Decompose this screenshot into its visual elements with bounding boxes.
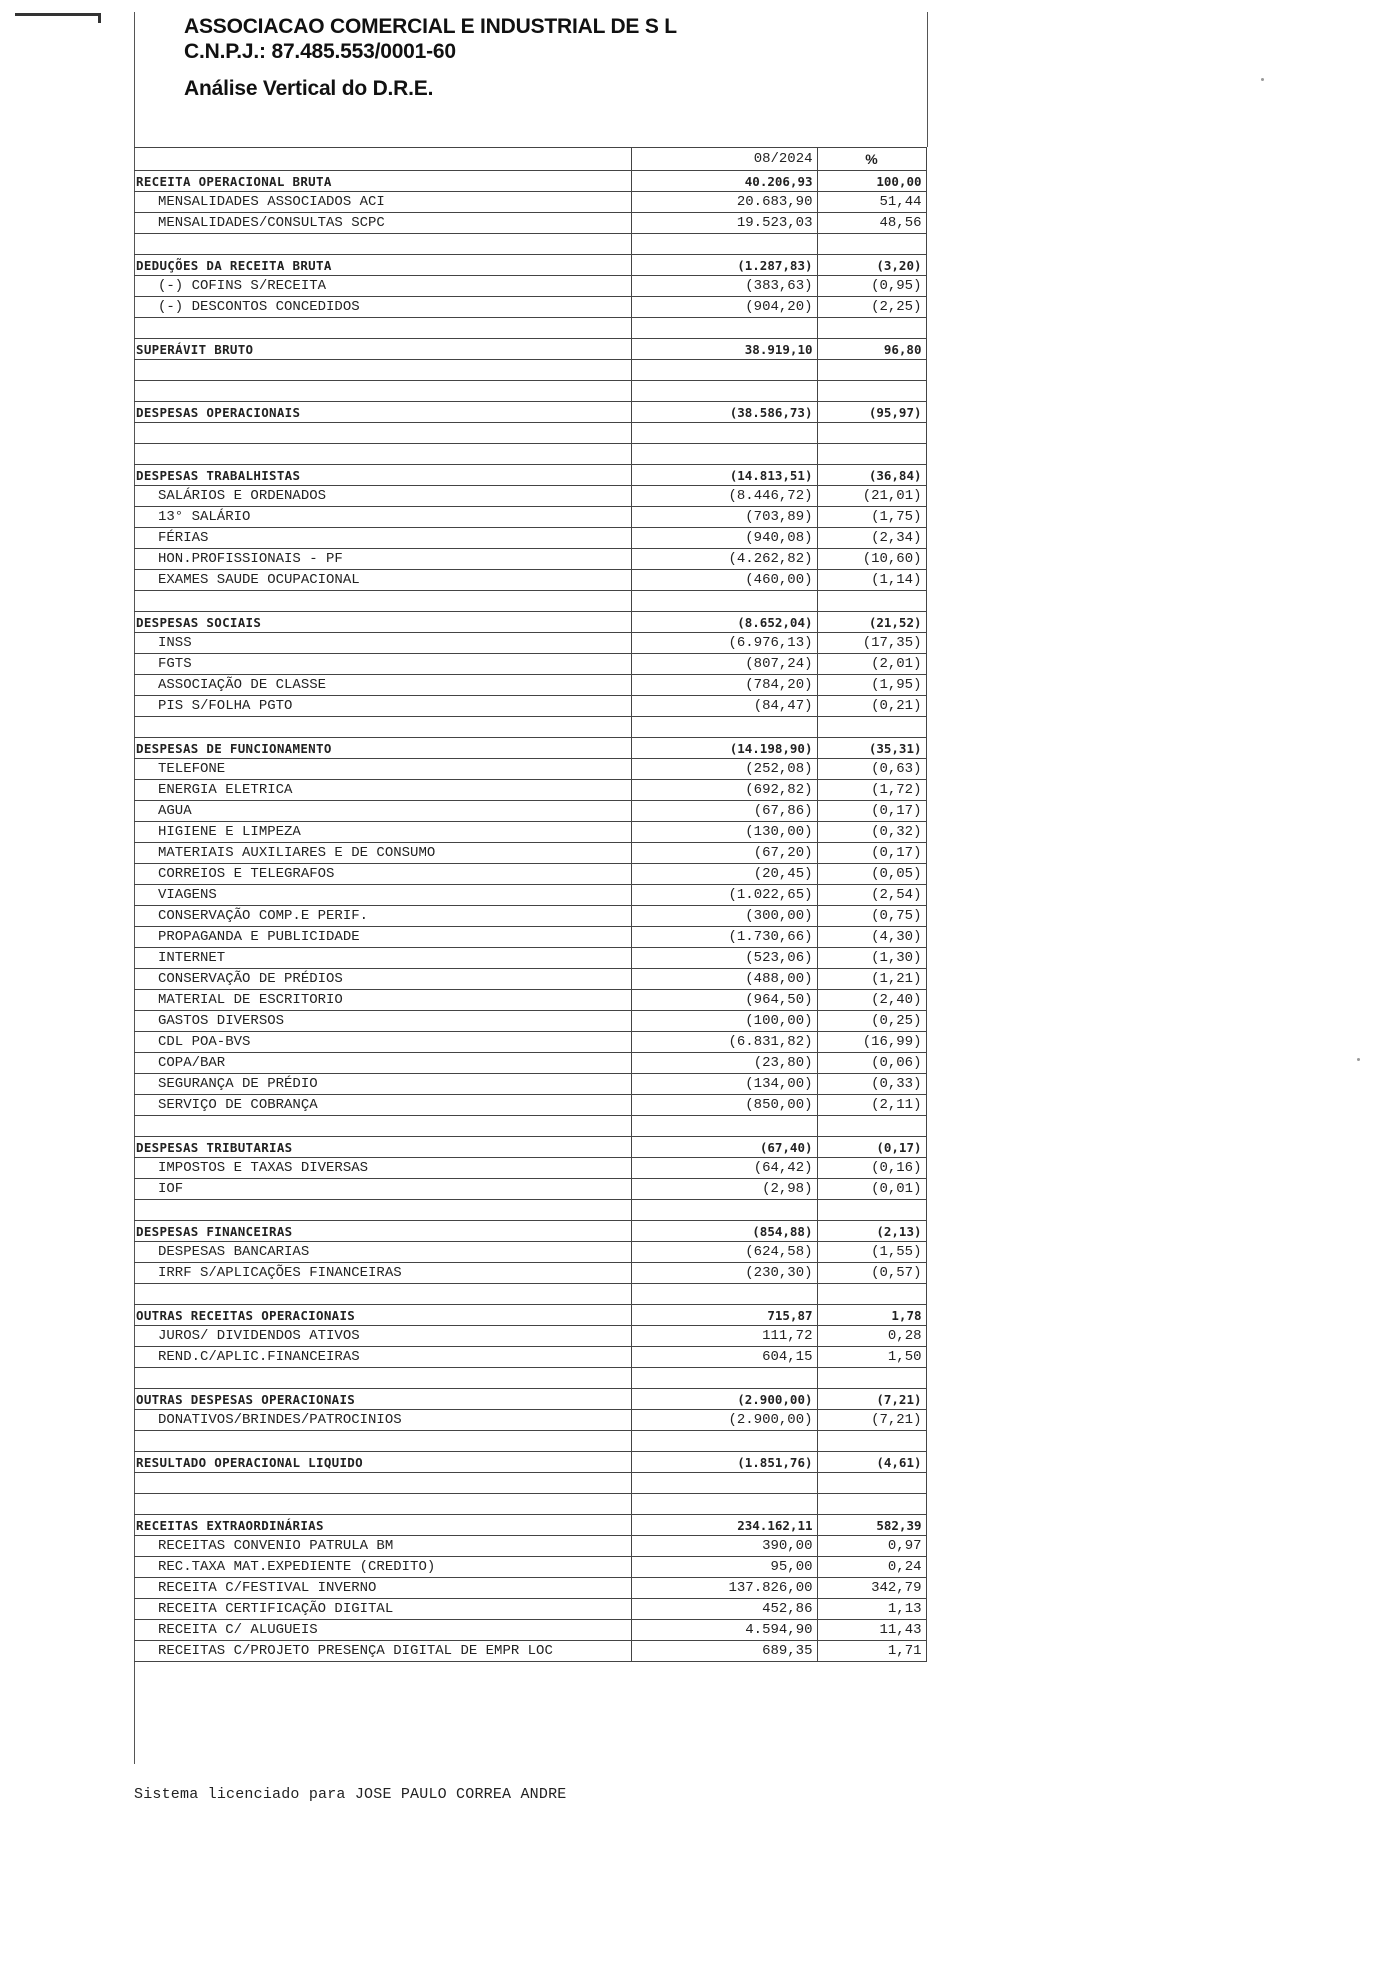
- row-label: CORREIOS E TELEGRAFOS: [134, 864, 631, 885]
- line-item-row: [134, 822, 926, 843]
- document-header: [184, 14, 677, 101]
- row-value: (964,50): [631, 990, 817, 1011]
- row-value: (23,80): [631, 1053, 817, 1074]
- blank-cell: [817, 423, 926, 444]
- group-total-row: [134, 465, 926, 486]
- row-value: (784,20): [631, 675, 817, 696]
- row-label: ASSOCIAÇÃO DE CLASSE: [134, 675, 631, 696]
- group-total-row: [134, 402, 926, 423]
- blank-cell: [631, 591, 817, 612]
- blank-cell: [631, 234, 817, 255]
- line-item-row: [134, 1074, 926, 1095]
- blank-cell: [817, 591, 926, 612]
- blank-cell: [631, 381, 817, 402]
- line-item-row: [134, 1053, 926, 1074]
- row-percent: (0,63): [817, 759, 926, 780]
- row-value: (1.022,65): [631, 885, 817, 906]
- row-value: 234.162,11: [631, 1515, 817, 1536]
- blank-cell: [817, 1116, 926, 1137]
- row-value: (692,82): [631, 780, 817, 801]
- row-value: (460,00): [631, 570, 817, 591]
- row-percent: (2,40): [817, 990, 926, 1011]
- group-total-row: [134, 738, 926, 759]
- row-label: IRRF S/APLICAÇÕES FINANCEIRAS: [134, 1263, 631, 1284]
- row-value: 20.683,90: [631, 192, 817, 213]
- blank-row: [134, 1284, 926, 1305]
- row-percent: (2,11): [817, 1095, 926, 1116]
- row-percent: (0,16): [817, 1158, 926, 1179]
- blank-cell: [134, 1494, 631, 1515]
- row-label: PROPAGANDA E PUBLICIDADE: [134, 927, 631, 948]
- blank-cell: [134, 717, 631, 738]
- row-percent: (0,33): [817, 1074, 926, 1095]
- row-label: PIS S/FOLHA PGTO: [134, 696, 631, 717]
- group-total-row: [134, 1452, 926, 1473]
- blank-row: [134, 1200, 926, 1221]
- row-percent: 342,79: [817, 1578, 926, 1599]
- line-item-row: [134, 843, 926, 864]
- row-value: (20,45): [631, 864, 817, 885]
- row-percent: 1,50: [817, 1347, 926, 1368]
- row-label: DESPESAS BANCARIAS: [134, 1242, 631, 1263]
- group-total-row: [134, 339, 926, 360]
- row-percent: 100,00: [817, 171, 926, 192]
- blank-cell: [817, 1368, 926, 1389]
- row-value: (2,98): [631, 1179, 817, 1200]
- row-label: COPA/BAR: [134, 1053, 631, 1074]
- line-item-row: [134, 990, 926, 1011]
- blank-row: [134, 1494, 926, 1515]
- row-percent: (1,75): [817, 507, 926, 528]
- row-label: FÉRIAS: [134, 528, 631, 549]
- row-percent: (0,05): [817, 864, 926, 885]
- blank-cell: [134, 318, 631, 339]
- row-percent: (1,14): [817, 570, 926, 591]
- row-value: (940,08): [631, 528, 817, 549]
- line-item-row: [134, 1326, 926, 1347]
- line-item-row: [134, 927, 926, 948]
- blank-cell: [817, 717, 926, 738]
- row-label: JUROS/ DIVIDENDOS ATIVOS: [134, 1326, 631, 1347]
- row-label: DESPESAS FINANCEIRAS: [134, 1221, 631, 1242]
- blank-cell: [631, 1116, 817, 1137]
- row-value: (488,00): [631, 969, 817, 990]
- row-percent: 96,80: [817, 339, 926, 360]
- row-value: (134,00): [631, 1074, 817, 1095]
- row-percent: (7,21): [817, 1410, 926, 1431]
- row-label: EXAMES SAUDE OCUPACIONAL: [134, 570, 631, 591]
- group-total-row: [134, 612, 926, 633]
- row-label: 13° SALÁRIO: [134, 507, 631, 528]
- row-label: IMPOSTOS E TAXAS DIVERSAS: [134, 1158, 631, 1179]
- row-value: (703,89): [631, 507, 817, 528]
- row-percent: (0,21): [817, 696, 926, 717]
- row-percent: (1,21): [817, 969, 926, 990]
- row-value: (1.851,76): [631, 1452, 817, 1473]
- group-total-row: [134, 1137, 926, 1158]
- blank-cell: [817, 360, 926, 381]
- row-label: MENSALIDADES/CONSULTAS SCPC: [134, 213, 631, 234]
- row-value: 4.594,90: [631, 1620, 817, 1641]
- row-value: (383,63): [631, 276, 817, 297]
- line-item-row: [134, 1158, 926, 1179]
- blank-cell: [817, 1284, 926, 1305]
- row-label: AGUA: [134, 801, 631, 822]
- line-item-row: [134, 507, 926, 528]
- row-value: 19.523,03: [631, 213, 817, 234]
- row-percent: (21,52): [817, 612, 926, 633]
- row-label: MATERIAIS AUXILIARES E DE CONSUMO: [134, 843, 631, 864]
- blank-row: [134, 234, 926, 255]
- blank-cell: [134, 1116, 631, 1137]
- row-value: 452,86: [631, 1599, 817, 1620]
- row-value: (67,40): [631, 1137, 817, 1158]
- line-item-row: [134, 276, 926, 297]
- group-total-row: [134, 1515, 926, 1536]
- blank-cell: [134, 1284, 631, 1305]
- line-item-row: [134, 1263, 926, 1284]
- group-total-row: [134, 171, 926, 192]
- row-percent: 1,78: [817, 1305, 926, 1326]
- row-percent: 1,71: [817, 1641, 926, 1662]
- company-name: ASSOCIACAO COMERCIAL E INDUSTRIAL DE S L: [184, 15, 677, 38]
- blank-cell: [631, 1284, 817, 1305]
- group-total-row: [134, 1389, 926, 1410]
- line-item-row: [134, 1011, 926, 1032]
- row-percent: 582,39: [817, 1515, 926, 1536]
- row-value: (6.831,82): [631, 1032, 817, 1053]
- scan-speck: [1357, 1058, 1360, 1061]
- blank-cell: [631, 1368, 817, 1389]
- line-item-row: [134, 885, 926, 906]
- group-total-row: [134, 1221, 926, 1242]
- line-item-row: [134, 570, 926, 591]
- row-label: MATERIAL DE ESCRITORIO: [134, 990, 631, 1011]
- row-label: VIAGENS: [134, 885, 631, 906]
- row-label: RECEITAS C/PROJETO PRESENÇA DIGITAL DE EMPR LOC: [134, 1641, 631, 1662]
- row-value: (2.900,00): [631, 1389, 817, 1410]
- row-value: (38.586,73): [631, 402, 817, 423]
- row-percent: (0,32): [817, 822, 926, 843]
- row-value: (300,00): [631, 906, 817, 927]
- line-item-row: [134, 1347, 926, 1368]
- blank-cell: [817, 1431, 926, 1452]
- row-percent: 1,13: [817, 1599, 926, 1620]
- blank-cell: [134, 1473, 631, 1494]
- blank-cell: [134, 1200, 631, 1221]
- row-label: RECEITA CERTIFICAÇÃO DIGITAL: [134, 1599, 631, 1620]
- line-item-row: [134, 801, 926, 822]
- line-item-row: [134, 1578, 926, 1599]
- row-label: DESPESAS TRIBUTARIAS: [134, 1137, 631, 1158]
- row-percent: (2,25): [817, 297, 926, 318]
- blank-cell: [631, 444, 817, 465]
- row-label: IOF: [134, 1179, 631, 1200]
- table-header-row: [134, 148, 926, 171]
- row-label: MENSALIDADES ASSOCIADOS ACI: [134, 192, 631, 213]
- line-item-row: [134, 1557, 926, 1578]
- row-value: (252,08): [631, 759, 817, 780]
- row-value: 111,72: [631, 1326, 817, 1347]
- line-item-row: [134, 948, 926, 969]
- blank-cell: [817, 1200, 926, 1221]
- row-percent: (1,30): [817, 948, 926, 969]
- row-value: (130,00): [631, 822, 817, 843]
- blank-row: [134, 1368, 926, 1389]
- blank-cell: [817, 381, 926, 402]
- row-value: (854,88): [631, 1221, 817, 1242]
- row-value: (67,20): [631, 843, 817, 864]
- row-label: DESPESAS TRABALHISTAS: [134, 465, 631, 486]
- row-label: SEGURANÇA DE PRÉDIO: [134, 1074, 631, 1095]
- row-value: (14.198,90): [631, 738, 817, 759]
- row-value: (624,58): [631, 1242, 817, 1263]
- line-item-row: [134, 654, 926, 675]
- blank-cell: [817, 1494, 926, 1515]
- row-percent: (0,17): [817, 801, 926, 822]
- row-label: REND.C/APLIC.FINANCEIRAS: [134, 1347, 631, 1368]
- header-label-cell: [134, 148, 631, 171]
- line-item-row: [134, 549, 926, 570]
- blank-row: [134, 591, 926, 612]
- dre-table: [134, 147, 927, 1662]
- row-value: (64,42): [631, 1158, 817, 1179]
- row-percent: (1,55): [817, 1242, 926, 1263]
- row-percent: (10,60): [817, 549, 926, 570]
- scan-speck: [1261, 78, 1264, 81]
- line-item-row: [134, 1032, 926, 1053]
- line-item-row: [134, 192, 926, 213]
- row-label: SERVIÇO DE COBRANÇA: [134, 1095, 631, 1116]
- blank-cell: [631, 318, 817, 339]
- row-percent: (0,57): [817, 1263, 926, 1284]
- row-label: DESPESAS SOCIAIS: [134, 612, 631, 633]
- row-percent: 11,43: [817, 1620, 926, 1641]
- row-label: INSS: [134, 633, 631, 654]
- company-cnpj: C.N.P.J.: 87.485.553/0001-60: [184, 40, 456, 63]
- row-percent: 48,56: [817, 213, 926, 234]
- row-label: CDL POA-BVS: [134, 1032, 631, 1053]
- row-percent: (0,01): [817, 1179, 926, 1200]
- line-item-row: [134, 906, 926, 927]
- line-item-row: [134, 780, 926, 801]
- line-item-row: [134, 528, 926, 549]
- blank-row: [134, 318, 926, 339]
- blank-row: [134, 360, 926, 381]
- row-percent: (0,17): [817, 1137, 926, 1158]
- row-value: 604,15: [631, 1347, 817, 1368]
- row-percent: (4,61): [817, 1452, 926, 1473]
- blank-cell: [817, 444, 926, 465]
- row-percent: (0,75): [817, 906, 926, 927]
- row-label: HON.PROFISSIONAIS - PF: [134, 549, 631, 570]
- row-label: RECEITA OPERACIONAL BRUTA: [134, 171, 631, 192]
- group-total-row: [134, 1305, 926, 1326]
- group-total-row: [134, 255, 926, 276]
- line-item-row: [134, 1095, 926, 1116]
- blank-row: [134, 423, 926, 444]
- blank-cell: [631, 717, 817, 738]
- page-frame-right-rule: [927, 12, 928, 147]
- row-label: RECEITAS CONVENIO PATRULA BM: [134, 1536, 631, 1557]
- row-label: DONATIVOS/BRINDES/PATROCINIOS: [134, 1410, 631, 1431]
- row-label: (-) COFINS S/RECEITA: [134, 276, 631, 297]
- row-value: (84,47): [631, 696, 817, 717]
- row-percent: (95,97): [817, 402, 926, 423]
- row-percent: (0,95): [817, 276, 926, 297]
- row-percent: (0,25): [817, 1011, 926, 1032]
- blank-cell: [134, 591, 631, 612]
- row-label: DESPESAS DE FUNCIONAMENTO: [134, 738, 631, 759]
- row-label: ENERGIA ELETRICA: [134, 780, 631, 801]
- line-item-row: [134, 297, 926, 318]
- line-item-row: [134, 633, 926, 654]
- blank-row: [134, 1116, 926, 1137]
- row-label: HIGIENE E LIMPEZA: [134, 822, 631, 843]
- row-percent: (35,31): [817, 738, 926, 759]
- blank-cell: [134, 1431, 631, 1452]
- line-item-row: [134, 696, 926, 717]
- row-value: 40.206,93: [631, 171, 817, 192]
- row-value: 137.826,00: [631, 1578, 817, 1599]
- line-item-row: [134, 969, 926, 990]
- row-percent: (1,95): [817, 675, 926, 696]
- row-label: REC.TAXA MAT.EXPEDIENTE (CREDITO): [134, 1557, 631, 1578]
- blank-row: [134, 717, 926, 738]
- row-label: RECEITA C/FESTIVAL INVERNO: [134, 1578, 631, 1599]
- row-percent: (0,06): [817, 1053, 926, 1074]
- row-percent: 0,97: [817, 1536, 926, 1557]
- row-value: 95,00: [631, 1557, 817, 1578]
- line-item-row: [134, 1410, 926, 1431]
- blank-cell: [631, 1431, 817, 1452]
- row-label: INTERNET: [134, 948, 631, 969]
- blank-cell: [134, 444, 631, 465]
- row-percent: (4,30): [817, 927, 926, 948]
- row-percent: (1,72): [817, 780, 926, 801]
- row-label: DESPESAS OPERACIONAIS: [134, 402, 631, 423]
- blank-cell: [631, 1473, 817, 1494]
- blank-cell: [631, 1200, 817, 1221]
- scan-corner-mark: [15, 13, 101, 23]
- line-item-row: [134, 864, 926, 885]
- row-percent: (7,21): [817, 1389, 926, 1410]
- blank-row: [134, 381, 926, 402]
- row-value: (230,30): [631, 1263, 817, 1284]
- row-label: CONSERVAÇÃO DE PRÉDIOS: [134, 969, 631, 990]
- row-percent: (3,20): [817, 255, 926, 276]
- row-value: (850,00): [631, 1095, 817, 1116]
- row-label: RECEITA C/ ALUGUEIS: [134, 1620, 631, 1641]
- blank-cell: [631, 360, 817, 381]
- line-item-row: [134, 1536, 926, 1557]
- row-percent: 0,24: [817, 1557, 926, 1578]
- blank-row: [134, 1473, 926, 1494]
- row-label: RESULTADO OPERACIONAL LIQUIDO: [134, 1452, 631, 1473]
- row-value: 38.919,10: [631, 339, 817, 360]
- blank-cell: [134, 1368, 631, 1389]
- license-footer: Sistema licenciado para JOSE PAULO CORREA ANDRE: [134, 1786, 567, 1803]
- line-item-row: [134, 759, 926, 780]
- blank-cell: [134, 234, 631, 255]
- row-value: (807,24): [631, 654, 817, 675]
- row-percent: (2,54): [817, 885, 926, 906]
- blank-cell: [817, 234, 926, 255]
- line-item-row: [134, 1641, 926, 1662]
- row-label: DEDUÇÕES DA RECEITA BRUTA: [134, 255, 631, 276]
- row-percent: (21,01): [817, 486, 926, 507]
- line-item-row: [134, 1599, 926, 1620]
- row-percent: (17,35): [817, 633, 926, 654]
- line-item-row: [134, 1620, 926, 1641]
- blank-cell: [134, 360, 631, 381]
- blank-row: [134, 444, 926, 465]
- blank-cell: [134, 423, 631, 444]
- row-percent: (16,99): [817, 1032, 926, 1053]
- blank-cell: [817, 1473, 926, 1494]
- header-percent: %: [817, 148, 926, 171]
- row-percent: (2,13): [817, 1221, 926, 1242]
- row-value: (8.446,72): [631, 486, 817, 507]
- row-value: (904,20): [631, 297, 817, 318]
- row-label: OUTRAS RECEITAS OPERACIONAIS: [134, 1305, 631, 1326]
- row-value: (4.262,82): [631, 549, 817, 570]
- row-value: 715,87: [631, 1305, 817, 1326]
- row-value: (14.813,51): [631, 465, 817, 486]
- row-percent: (2,34): [817, 528, 926, 549]
- report-title: Análise Vertical do D.R.E.: [184, 77, 434, 100]
- row-value: 689,35: [631, 1641, 817, 1662]
- row-value: (1.287,83): [631, 255, 817, 276]
- row-label: OUTRAS DESPESAS OPERACIONAIS: [134, 1389, 631, 1410]
- blank-row: [134, 1431, 926, 1452]
- row-value: (67,86): [631, 801, 817, 822]
- header-period: 08/2024: [631, 148, 817, 171]
- line-item-row: [134, 1179, 926, 1200]
- blank-cell: [631, 423, 817, 444]
- row-percent: 0,28: [817, 1326, 926, 1347]
- line-item-row: [134, 1242, 926, 1263]
- row-value: (2.900,00): [631, 1410, 817, 1431]
- row-label: (-) DESCONTOS CONCEDIDOS: [134, 297, 631, 318]
- row-percent: (2,01): [817, 654, 926, 675]
- row-label: SUPERÁVIT BRUTO: [134, 339, 631, 360]
- row-percent: (36,84): [817, 465, 926, 486]
- row-value: (6.976,13): [631, 633, 817, 654]
- row-label: GASTOS DIVERSOS: [134, 1011, 631, 1032]
- blank-cell: [134, 381, 631, 402]
- row-label: TELEFONE: [134, 759, 631, 780]
- line-item-row: [134, 675, 926, 696]
- row-value: (100,00): [631, 1011, 817, 1032]
- row-value: (8.652,04): [631, 612, 817, 633]
- blank-cell: [631, 1494, 817, 1515]
- row-percent: (0,17): [817, 843, 926, 864]
- dre-table-body: [134, 148, 926, 1662]
- row-percent: 51,44: [817, 192, 926, 213]
- row-label: CONSERVAÇÃO COMP.E PERIF.: [134, 906, 631, 927]
- line-item-row: [134, 213, 926, 234]
- row-value: (1.730,66): [631, 927, 817, 948]
- row-value: (523,06): [631, 948, 817, 969]
- line-item-row: [134, 486, 926, 507]
- row-label: FGTS: [134, 654, 631, 675]
- row-label: SALÁRIOS E ORDENADOS: [134, 486, 631, 507]
- row-label: RECEITAS EXTRAORDINÁRIAS: [134, 1515, 631, 1536]
- blank-cell: [817, 318, 926, 339]
- row-value: 390,00: [631, 1536, 817, 1557]
